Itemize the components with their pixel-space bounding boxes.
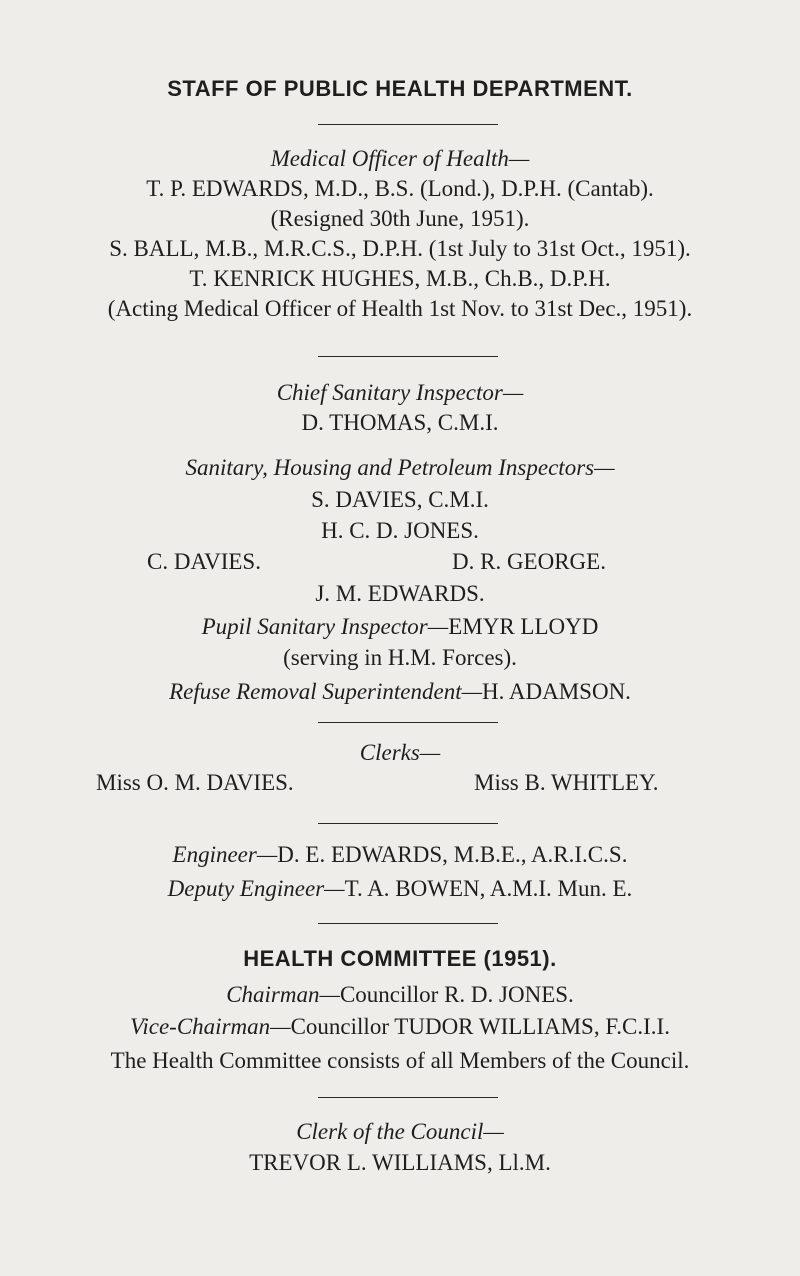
deputy-engineer-line <box>0 874 800 904</box>
clerk-name: B. WHITLEY. <box>524 770 659 795</box>
pupil-inspector-note: (serving in H.M. Forces). <box>283 645 517 670</box>
committee-heading: HEALTH COMMITTEE (1951). <box>243 946 557 971</box>
medical-officer-line: T. KENRICK HUGHES, M.B., Ch.B., D.P.H. <box>189 266 611 291</box>
chief-inspector-name: D. THOMAS, C.M.I. <box>301 410 499 435</box>
chairman-name: Councillor R. D. JONES. <box>339 982 574 1007</box>
pupil-inspector-role: Pupil Sanitary Inspector— <box>201 614 449 639</box>
divider <box>318 1097 498 1098</box>
inspector-name: C. DAVIES. <box>147 549 261 574</box>
clerks-role: Clerks— <box>359 740 441 765</box>
engineer-role: Engineer— <box>172 842 278 867</box>
divider <box>318 923 498 924</box>
vice-chairman-role: Vice-Chairman— <box>130 1014 291 1039</box>
page-title: STAFF OF PUBLIC HEALTH DEPARTMENT. <box>167 76 633 101</box>
clerk-name: O. M. DAVIES. <box>146 770 294 795</box>
inspector-name: S. DAVIES, C.M.I. <box>311 487 489 512</box>
medical-officer-line: (Acting Medical Officer of Health 1st Nov. to 31st Dec., 1951). <box>107 296 693 321</box>
vice-chairman-name: Councillor TUDOR WILLIAMS, F.C.I.I. <box>290 1014 670 1039</box>
clerk-title: Miss <box>96 770 141 795</box>
clerk-of-council-name: TREVOR L. WILLIAMS, Ll.M. <box>249 1150 551 1175</box>
inspector-name: D. R. GEORGE. <box>452 549 606 574</box>
divider <box>318 356 498 357</box>
divider <box>318 823 498 824</box>
refuse-superintendent-role: Refuse Removal Superintendent— <box>169 679 483 704</box>
deputy-engineer-name: T. A. BOWEN, A.M.I. Mun. E. <box>344 876 633 901</box>
medical-officer-line: (Resigned 30th June, 1951). <box>270 206 530 231</box>
divider <box>318 124 498 125</box>
committee-note: The Health Committee consists of all Members of the Council. <box>110 1048 690 1073</box>
inspectors-role: Sanitary, Housing and Petroleum Inspectors— <box>185 455 615 480</box>
chairman-role: Chairman— <box>226 982 340 1007</box>
engineer-line <box>0 840 800 870</box>
clerk-name-left <box>96 768 294 798</box>
medical-officer-line: T. P. EDWARDS, M.D., B.S. (Lond.), D.P.H. (Cantab). <box>146 176 654 201</box>
chairman-line <box>0 980 800 1010</box>
pupil-inspector-name: EMYR LLOYD <box>448 614 599 639</box>
clerk-of-council-role: Clerk of the Council— <box>296 1119 504 1144</box>
chief-inspector-role: Chief Sanitary Inspector— <box>276 380 524 405</box>
medical-officer-role: Medical Officer of Health— <box>270 146 530 171</box>
inspector-name: J. M. EDWARDS. <box>315 581 485 606</box>
engineer-name: D. E. EDWARDS, M.B.E., A.R.I.C.S. <box>277 842 628 867</box>
deputy-engineer-role: Deputy Engineer— <box>167 876 345 901</box>
divider <box>318 722 498 723</box>
pupil-inspector-line <box>0 612 800 642</box>
refuse-superintendent-line <box>0 677 800 707</box>
clerk-name-right <box>474 768 658 798</box>
inspector-name: H. C. D. JONES. <box>321 518 479 543</box>
refuse-superintendent-name: H. ADAMSON. <box>482 679 631 704</box>
medical-officer-line: S. BALL, M.B., M.R.C.S., D.P.H. (1st July to 31st Oct., 1951). <box>109 236 691 261</box>
clerk-title: Miss <box>474 770 519 795</box>
vice-chairman-line <box>0 1012 800 1042</box>
